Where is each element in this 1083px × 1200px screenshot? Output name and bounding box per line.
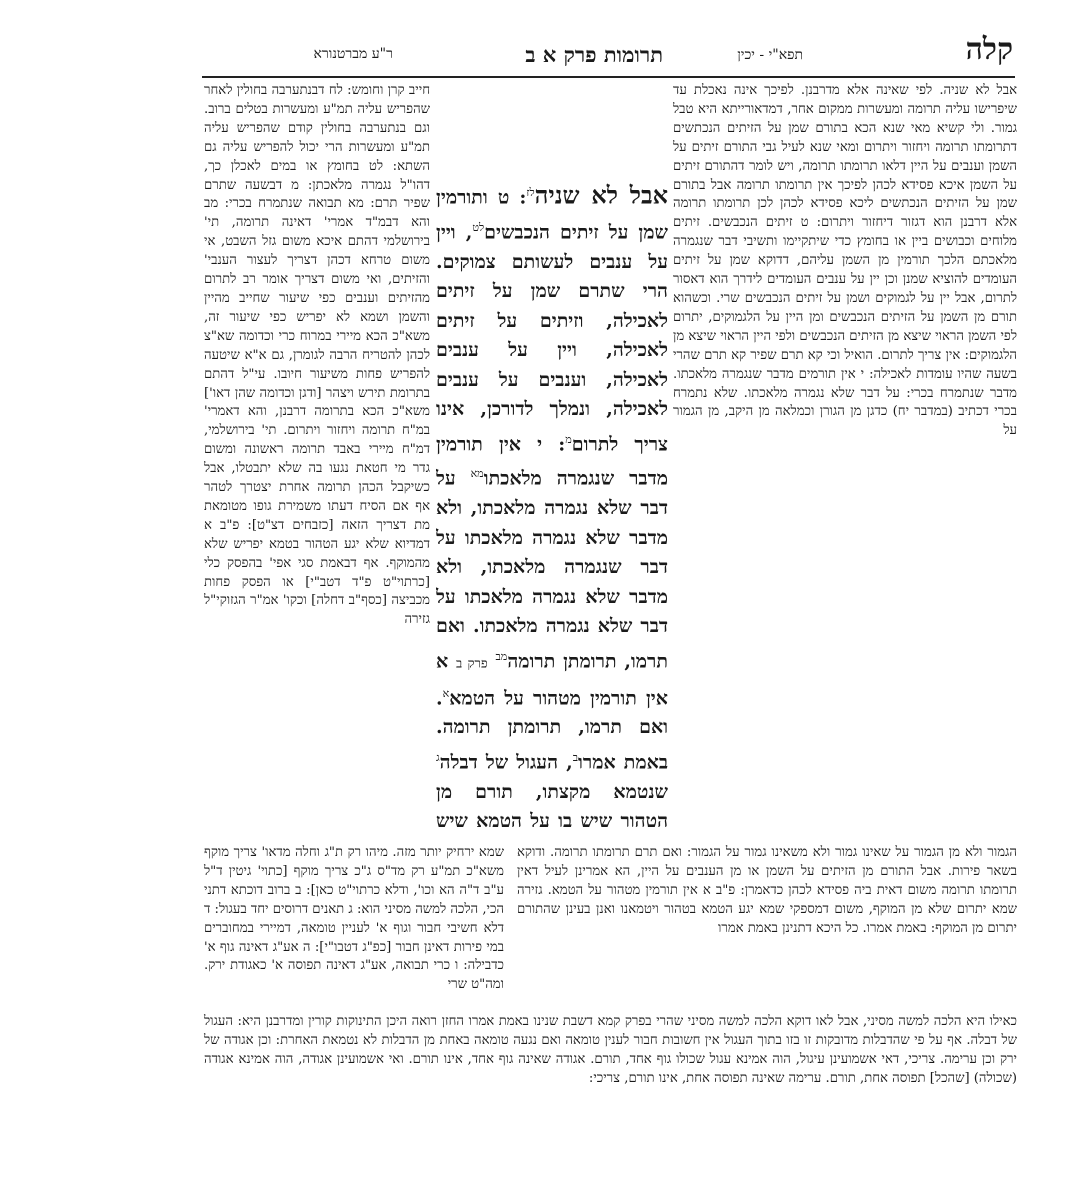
bottom-wide-commentary: כאילו היא הלכה למשה מסיני, אבל לאו דוקא הלכה למשה מסיני שהרי בפרק קמא דשבת שנינו באמת אמרו החזן רואה היכן התינוקות קורין ומדרבנן היא: העגול של דבלה. אף על פי שהדבלות מדובקות זו בזו בתוך העגול אין חשובות חבור לענין טומאה ואם נגעה טומאה באחת מן הדבלות לא נטמאת האחרת: וכן אגודה של ירק וכן ערימה. צריכי, דאי אשמועינן עיגול, הוה אמינא עגול שכולו גוף אחד, תורם. אגודה שאינה גוף אחד, אינו תורם. ואי אשמועינן אגודה, הוה אמינא אגודה (שכולה) [שהכל] תפוסה אחת, תורם. ערימה שאינה תפוסה אחת, אינו תורם, צריכי: — [204, 1014, 1017, 1086]
mishna-seg: א אין תורמין מטהור על הטמא — [436, 650, 668, 709]
mishna-seg: , העגול של דבלה — [439, 751, 573, 774]
footnote-ref: ג — [436, 750, 440, 764]
mishna-seg: אבל לא שניה — [534, 180, 668, 210]
mishna-seg: . ואם תרמו, תרומתן תרומה. באמת אמרו — [436, 686, 668, 774]
sub-title: תפא"י - יכין — [737, 47, 803, 63]
mishna-seg: : י אין תורמין מדבר שנגמרה מלאכתו — [436, 432, 668, 490]
right-commentary-column: אבל לא שניה. לפי שאינה אלא מדרבנן. לפיכך אינה נאכלת עד שיפרישו עליה תרומה ומעשרות ממקום אחר, דמדאורייתא היא טבל גמור. ולי קשיא מאי שנא הכא בתורם שמן על הזיתים הנכתשים דתרומתו תרומה ויחזור ויתרום ומאי שנא לעיל גבי התורם זיתים על השמן וענבים על היין דלאו תרומתו תרומה, ויש לומר דהתורם זיתים על השמן איכא פסידא לכהן לפיכך אין תרומתו תרומה אבל בתורם שמן על הזיתים הנכתשים ליכא פסידא לכהן לכן תרומתו תרומה אלא דרבנן הוא דגזור דיחזור ויתרום: ט זיתים הנכבשים. זיתים מלוחים וכבושים ביין או בחומץ כדי שיתקיימו ותשיבי דבר שנגמרה מלאכתם הלכך תורמין מן השמן עליהם, דדוקא שמן על זיתים העומדים להוציא שמנן וכן יין על ענבים העומדים לידרך הוא דאסור לתרום, אבל יין על לגמוקים ושמן על זיתים הנכבשים שרי. וכשהוא תורם מן השמן על הזיתים הנכבשים ומן היין על הלגמוקים, יתרום לפי השמן הראוי שיצא מן הזיתים הנכבשים ולפי היין הראוי שיצא מן הלגמוקים: אין צריך לתרום. הואיל וכי קא תרם שפיר קא תרם שהרי בשעה שהיו עומדות לאכילה: י אין תורמים מדבר שנגמרה מלאכתו. מדבר שנתמרח בכרי: על דבר שלא נגמרה מלאכתו. שלא נתמרח בכרי דכתיב (במדבר יח) כדגן מן הגורן וכמלאה מן היקב, מן הגמור על — [673, 83, 1017, 439]
footnote-ref: ב — [572, 750, 579, 764]
bottom-left-commentary: שמא ירחיק יותר מזה. מיהו רק ת"ג וחלה מדאו' צריך מוקף משא"כ תמ"ע רק מד"ס ג"כ צריך מוקף [כתוי' גיטין ד"ל ע"ב ד"ה הא וכו', ודלא כרתוי"ט כאן]: ב ברוב דוכתא דתני הכי, הלכה למשה מסיני הוא: ג תאנים דרוסים יחד בעגול: ד דלא חשיבי חבור וגוף א' לעניין טומאה, דמיירי במחוברים במי פירות דאינן חבור [כפ"ג דטבו"י]: ה אע"ג דאינה גוף א' כדבילה: ו כרי תבואה, אע"ג דאינה תפוסה א' כאגודת ירק. ומה"ט שרי — [204, 845, 504, 993]
mishna-seg: שנטמא מקצתו, תורם מן הטהור שיש בו על הטמא שיש — [436, 780, 668, 833]
tractate-title: תרומות פרק א ב — [525, 42, 663, 67]
mishna-seg: על דבר שלא נגמרה מלאכתו, ולא מדבר שלא נגמרה מלאכתו על דבר שנגמרה מלאכתו, ולא מדבר שלא נגמרה מלאכתו על דבר שלא נגמרה מלאכתו. ואם תרמו, תרומתן תרומה — [436, 467, 668, 673]
footnote-ref: א — [442, 686, 450, 700]
footnote-ref: מא — [470, 467, 484, 481]
mishna-text — [436, 178, 668, 840]
footnote-ref: לז — [526, 186, 535, 199]
chapter-label: פרק ב — [455, 656, 488, 672]
mishna-seg: , ויין על ענבים לעשותם צמוקים. הרי שתרם שמן על זיתים לאכילה, וזיתים על זיתים לאכילה, ויין על ענבים לאכילה, וענבים על ענבים לאכילה, ונמלך לדורכן, אינו צריך לתרום — [436, 221, 668, 455]
bottom-right-commentary: הגמור ולא מן הגמור על שאינו גמור ולא משאינו גמור על הגמור: ואם תרם תרומתו תרומה. ודוקא בשאר פירות. אבל התורם מן הזיתים על השמן או מן הענבים על היין, הא אמרינן לעיל דאין תרומתו תרומה משום דאית ביה פסידא לכהן כדאמרן: פ"ב א אין תורמין מטהור על הטמא. גזירה שמא יתרום שלא מן המוקף, משום דמספקי שמא יגע הטמא בטהור ויטמאנו ואנן בעינן שהתורם יתרום מן המוקף: באמת אמרו. כל היכא דתנינן באמת אמרו — [517, 845, 1017, 936]
page-number: קלה — [965, 32, 1013, 67]
commentary-title: ר"ע מברטנורא — [313, 46, 393, 62]
footnote-ref: לט — [472, 220, 485, 234]
mishna-seg: : ט ותורמין שמן על זיתים הנכבשים — [436, 186, 668, 244]
header-rule — [202, 76, 1015, 78]
left-commentary-text: חייב קרן וחומש: לח דבנתערבה בחולין לאחר שהפריש עליה תמ"ע ומעשרות בטלים ברוב. וגם בנתערבה בחולין קודם שהפריש עליה תמ"ע ומעשרות הרי יכול להפריש עליה גם השתא: לט בחומץ או במים לאכלן כך, דהו"ל נגמרה מלאכתן: מ דבשעה שתרם שפיר תרם: מא תבואה שנתמרח בכרי: מב והא דבמ"ד אמרי' דאינה תרומה, תי' בירושלמי דהתם איכא משום גזל השבט, אי משום טרחא דכהן דצריך לעצור הענבי' והזיתים, ואי משום דצריך אומר רב לתרום מהזיתים וענבים כפי שיעור שחייב מהיין והשמן ושמא לא יפריש כפי שיעור זה, משא"כ הכא מיירי במרוח כרי וכדומה שא"צ לכהן להטריח הרבה לגומרן, גם א"א שיטעה להפריש פחות משיעור חיובו. עי"ל דהתם בתרומת תירש ויצהר [ודגן וכדומה שהן דאו'] משא"כ הכא בתרומה דרבנן, והא דאמרי' במ"ח תרומה ויחזור ויתרום. תי' בירושלמי, דמ"ח מיירי באבד תרומה ראשונה ומשום גדר מי חטאת נגעו בה שלא יתבטלו, אבל כשיקבל הכהן תרומה אחרת יצטרך לטהר אף אם הסיח דעתו משמירת גופו מטומאת מת דצריך הזאה [כזבחים דצ"ט]: פ"ב א דמדיוא שלא יגע הטהור בטמא יפריש שלא מהמוקף. אף דבאמת סגי אפי' בהפסק כלי [כרתוי"ט פ"ד דטב"י] או הפסק פחות מכביצה [כסף"ב דחלה] וכקו' אמ"ר הגזוקי"ל גזירה — [204, 83, 430, 628]
footnote-ref: מב — [495, 649, 508, 663]
footnote-ref: מ — [565, 432, 572, 446]
left-commentary-column — [204, 82, 430, 840]
